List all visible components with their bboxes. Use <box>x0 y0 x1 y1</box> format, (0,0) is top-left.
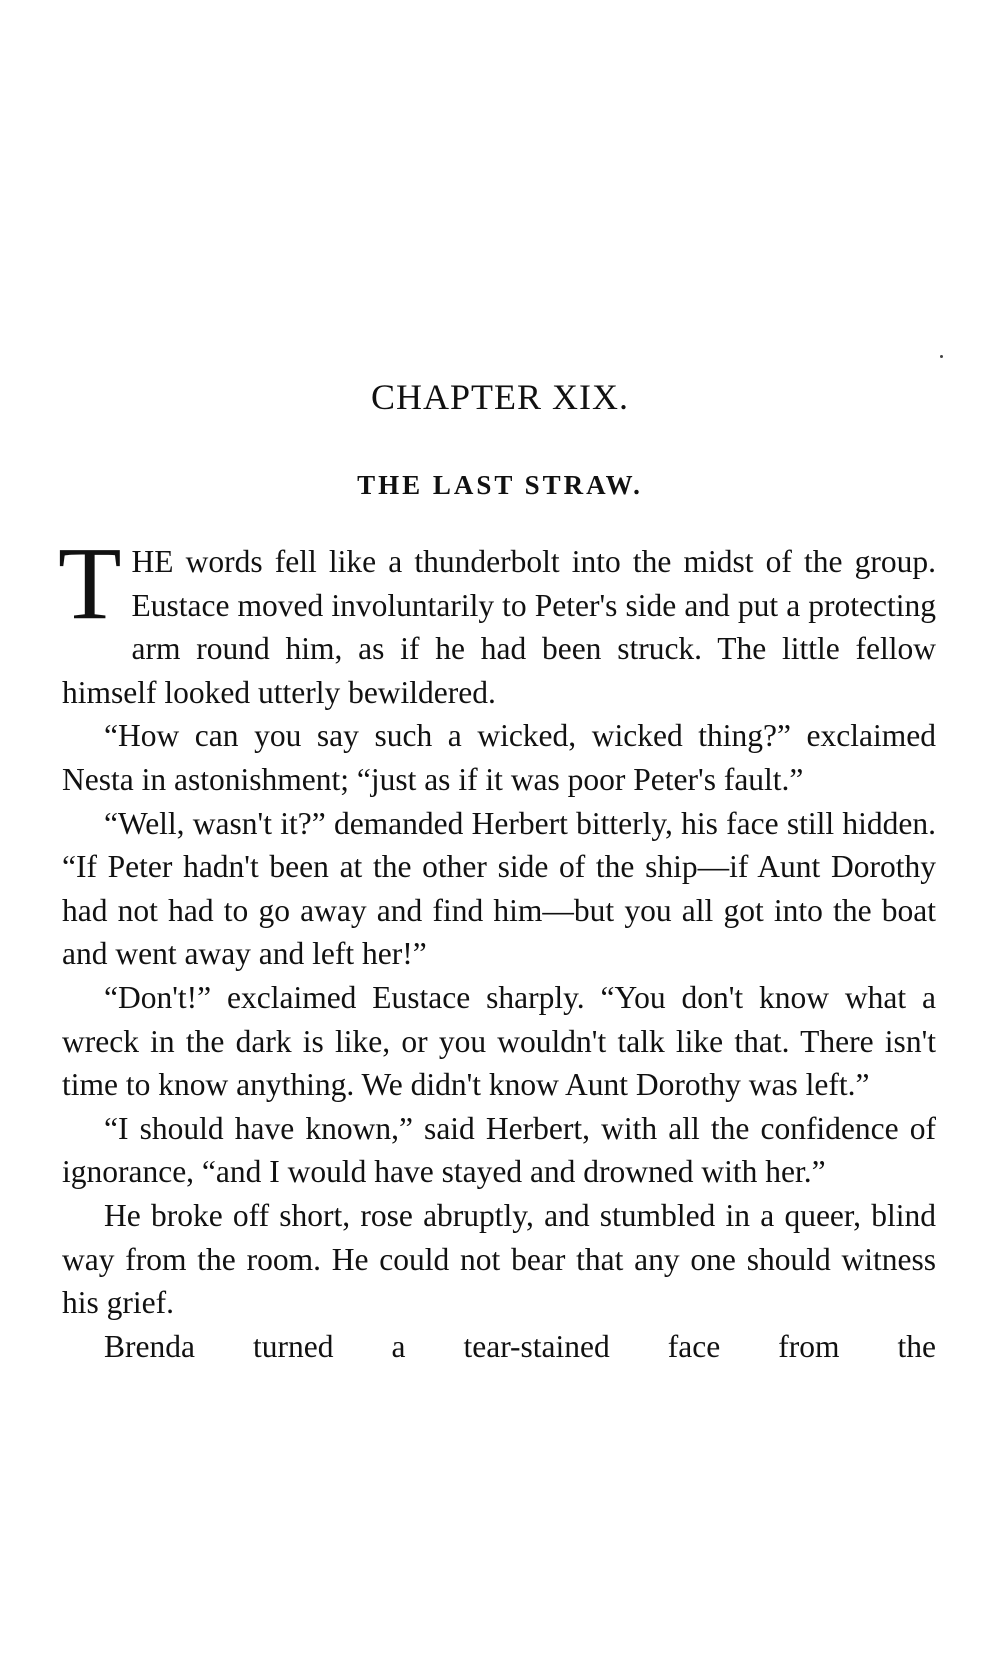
scan-speck <box>940 355 943 358</box>
paragraph-2: “How can you say such a wicked, wicked thing?” exclaimed Nesta in astonishment; “just as if it was poor Peter's fault.” <box>62 718 936 797</box>
paragraph-4: “Don't!” exclaimed Eustace sharply. “You don't know what a wreck in the dark is like, or you wouldn't talk like that. There isn't time to know anything. We didn't know Aunt Dorothy was left.” <box>62 979 936 1103</box>
paragraph-7: Brenda turned a tear-stained face from the <box>104 1328 936 1364</box>
chapter-heading: CHAPTER XIX. <box>370 377 629 417</box>
paragraph-5: “I should have known,” said Herbert, with all the confidence of ignorance, “and I would have stayed and drowned with her.” <box>62 1110 936 1190</box>
chapter-body <box>58 526 936 1368</box>
paragraph-6: He broke off short, rose abruptly, and stumbled in a queer, blind way from the room. He could not bear that any one should witness his grief. <box>62 1197 936 1321</box>
chapter-title: THE LAST STRAW. <box>357 470 643 500</box>
paragraph-1-text: HE words fell like a thunderbolt into the midst of the group. Eustace moved involuntarily to Peter's side and put a protecting arm round him, as if he had been struck. The little fellow himself looked utterly bewildered. <box>62 544 936 710</box>
paragraph-1 <box>58 526 936 714</box>
drop-cap: T <box>58 526 122 641</box>
paragraph-3: “Well, wasn't it?” demanded Herbert bitterly, his face still hidden. “If Peter hadn't been at the other side of the ship—if Aunt Dorothy had not had to go away and find him—but you all got into the boat and went away and left her!” <box>62 805 936 972</box>
